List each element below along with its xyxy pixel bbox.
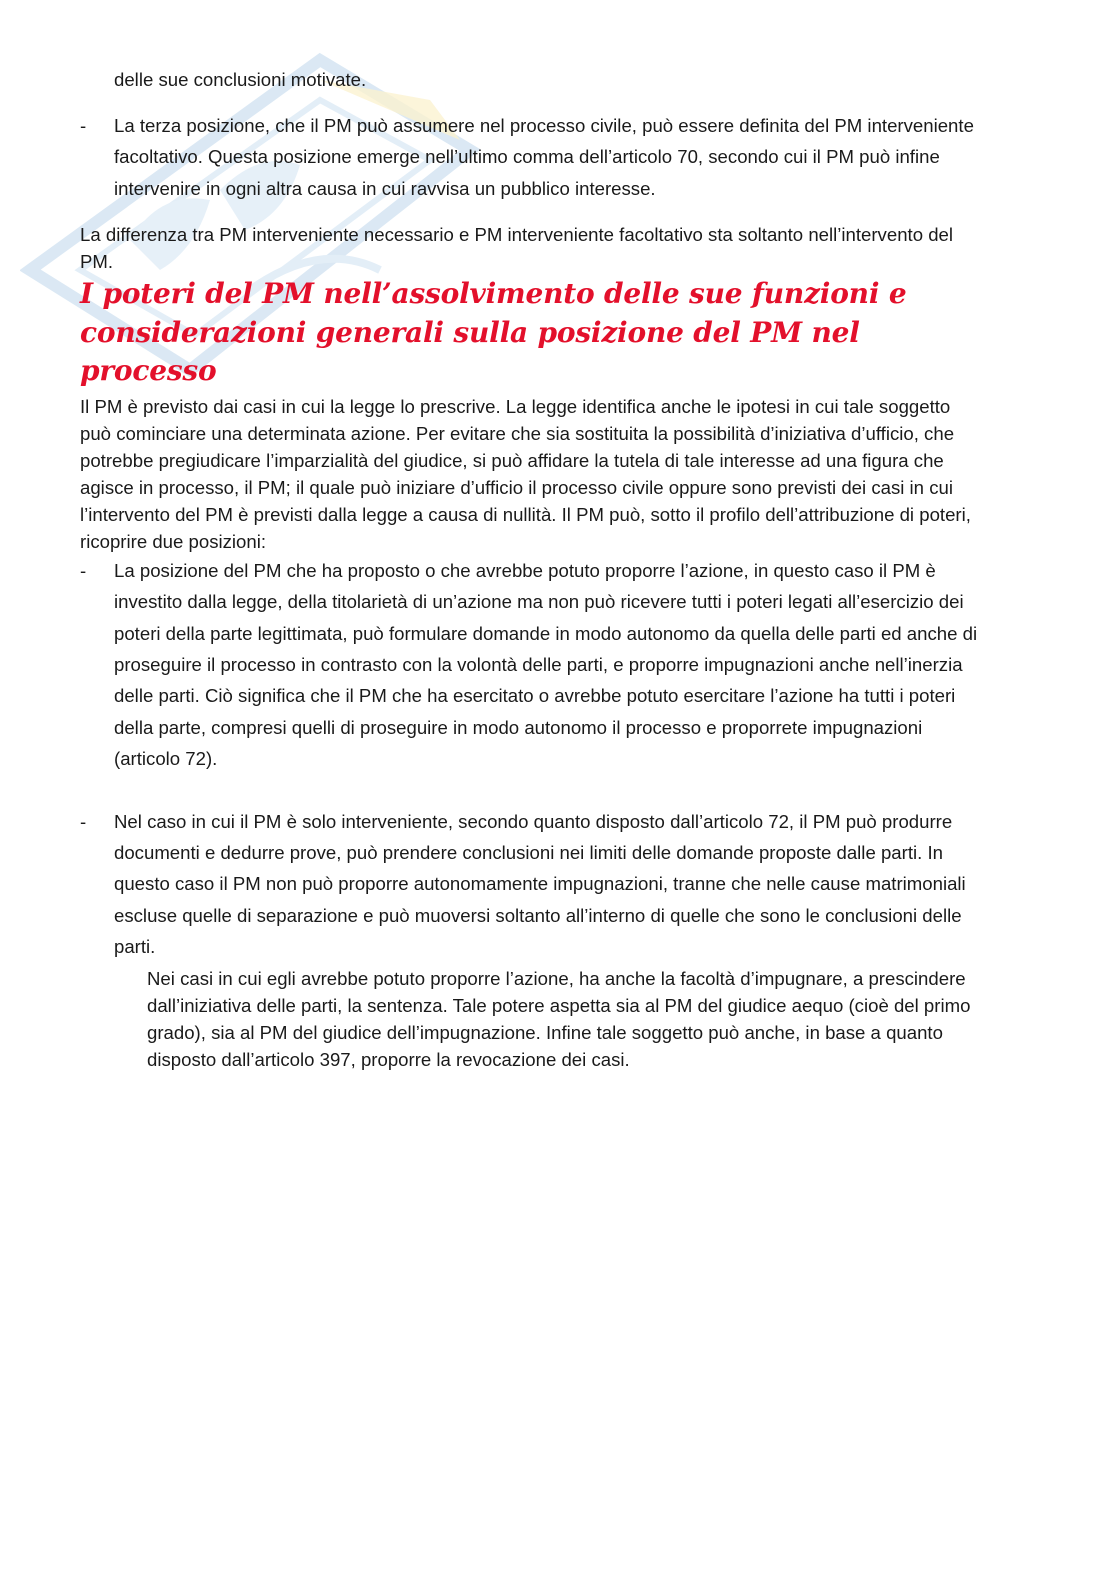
bullet-pm-interveniente: [80, 806, 985, 963]
bullet-dash: -: [80, 810, 87, 832]
paragraph-differenza: La differenza tra PM interveniente necessario e PM interveniente facoltativo sta soltanto nell’intervento del PM.: [80, 224, 954, 273]
continuation-line: delle sue conclusioni motivate.: [114, 69, 367, 90]
bullet-text: Nel caso in cui il PM è solo interveniente, secondo quanto disposto dall’articolo 72, il PM può produrre documenti e dedurre prove, può prendere conclusioni nei limiti delle domande proposte dalle parti. In questo caso il PM non può proporre autonomamente impugnazioni, tranne che nelle cause matrimoniali escluse quelle di separazione e può muoversi soltanto all’interno di quelle che sono le conclusioni delle parti.: [114, 810, 966, 958]
section-heading: I poteri del PM nell’assolvimento delle sue funzioni e considerazioni generali sulla posizione del PM nel processo: [80, 277, 907, 388]
bullet-pm-proposto: [80, 555, 985, 775]
bullet-terza-posizione: [80, 110, 985, 204]
paragraph-pm-previsto: Il PM è previsto dai casi in cui la legge lo prescrive. La legge identifica anche le ipotesi in cui tale soggetto può cominciare una determinata azione. Per evitare che sia sostituita la possibilità d’iniziativa d’ufficio, che potrebbe pregiudicare l’imparzialità del giudice, si può affidare la tutela di tale interesse ad una figura che agisce in processo, il PM; il quale può iniziare d’ufficio il processo civile oppure sono previsti dei casi in cui l’intervento del PM è previsti dalla legge a causa di nullità. Il PM può, sotto il profilo dell’attribuzione di poteri, ricoprire due posizioni:: [80, 395, 971, 552]
document-body: [80, 64, 985, 1091]
bullet-text: La terza posizione, che il PM può assumere nel processo civile, può essere definita del PM interveniente facoltativo. Questa posizione emerge nell’ultimo comma dell’articolo 70, secondo cui il PM può infine intervenire in ogni altra causa in cui ravvisa un pubblico interesse.: [114, 115, 974, 199]
bullet-dash: -: [80, 115, 87, 136]
indented-paragraph: Nei casi in cui egli avrebbe potuto proporre l’azione, ha anche la facoltà d’impugnare, a prescindere dall’iniziativa delle parti, la sentenza. Tale potere aspetta sia al PM del giudice aequo (cioè del primo grado), sia al PM del giudice dell’impugnazione. Infine tale soggetto può anche, in base a quanto disposto dall’articolo 397, proporre la revocazione dei casi.: [147, 967, 971, 1070]
bullet-dash: -: [80, 559, 87, 581]
bullet-text: La posizione del PM che ha proposto o che avrebbe potuto proporre l’azione, in questo caso il PM è investito dalla legge, della titolarietà di un’azione ma non può ricevere tutti i poteri legati all’esercizio dei poteri della parte legittimata, può formulare domande in modo autonomo da quella delle parti ed anche di proseguire il processo in contrasto con la volontà delle parti, e proporre impugnazioni anche nell’inerzia delle parti. Ciò significa che il PM che ha esercitato o avrebbe potuto esercitare l’azione ha tutti i poteri della parte, compresi quelli di proseguire in modo autonomo il processo e proporrete impugnazioni (articolo 72).: [114, 559, 978, 770]
